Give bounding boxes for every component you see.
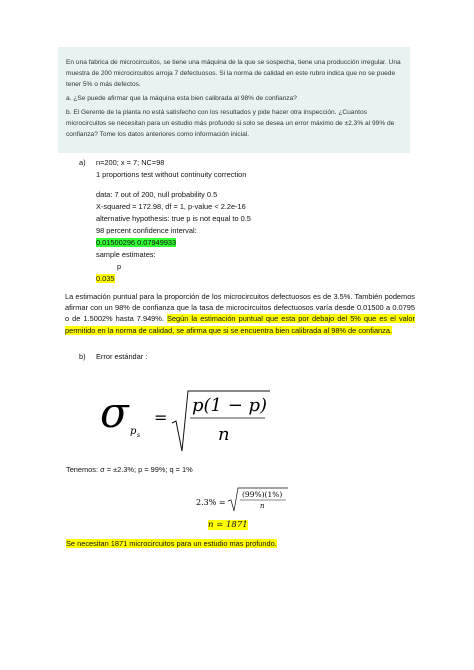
answer-a-line2: 1 proportions test without continuity correction — [96, 170, 247, 179]
formula-numerator: p(1 − p) — [192, 395, 268, 416]
sigma-subscript: p — [130, 426, 137, 437]
answer-a-line5: alternative hypothesis: true p is not equal to 0.5 — [96, 214, 251, 223]
sample-size-equation — [190, 485, 300, 525]
point-estimate-row — [96, 274, 115, 284]
formula-equals: = — [154, 408, 168, 427]
conclusion-text: La estimación puntual para la proporción de los microcircuitos defectuosos es de 3.5%. También podemos afirmar con un 98% de confianza que la tasa de microcircuitos defectuosos varía desde 0.01500 a 0.0795 o de 1.5002% hasta 7.949%. — [65, 292, 415, 324]
answer-a-line9: p — [117, 262, 122, 271]
equation-denominator: n — [260, 502, 265, 510]
answer-a-line3: data: 7 out of 200, null probability 0.5 — [96, 190, 218, 199]
sigma-subsubscript: s — [137, 432, 141, 439]
equation-lhs: 2.3% = — [196, 498, 226, 507]
equation-numerator: (99%)(1%) — [242, 490, 283, 499]
confidence-interval-value: 0.01500296 0.07949933 — [96, 238, 177, 247]
conclusion-highlight: Según la estimación puntual que esta por debajo del 5% que es el valor permitido en la norma de calidad, se afirma que si se encuentra bien calibrada al 98% de confianza. — [65, 314, 415, 335]
final-answer-row — [66, 539, 277, 548]
answer-a-line8: sample estimates: — [96, 250, 156, 259]
formula-denominator: n — [218, 424, 230, 445]
conclusion-paragraph — [65, 291, 415, 336]
standard-error-title: Error estándar : — [96, 352, 148, 361]
confidence-interval-row — [96, 238, 176, 248]
final-answer: Se necesitan 1871 microcircuitos para un estudio mas profundo. — [66, 539, 277, 548]
answer-a-label: a) — [79, 158, 86, 167]
problem-text-1: En una fabrica de microcircuitos, se tiene una máquina de la que se sospecha, tiene una producción irregular. Una muestra de 200 microcircuitos arroja 7 defectuosos. Si la norma de calidad en este rubro indica que no se puede tener 5% o más defectos. — [66, 59, 401, 88]
problem-statement-box — [58, 47, 410, 153]
given-values: Tenemos: σ = ±2.3%; p = 99%; q = 1% — [66, 465, 193, 474]
answer-a-line4: X-squared = 172.98, df = 1, p-value < 2.2e-16 — [96, 202, 246, 211]
standard-error-formula — [100, 385, 300, 455]
sample-size-result-row — [208, 520, 248, 530]
answer-a-line6: 98 percent confidence interval: — [96, 226, 197, 235]
sample-size-result: n = 1871 — [208, 520, 248, 530]
point-estimate-value: 0.035 — [96, 274, 115, 283]
sigma-symbol: σ — [100, 388, 129, 437]
answer-a-line1: n=200; x = 7; NC=98 — [96, 158, 165, 167]
problem-question-b: b. El Gerente de la planta no está satisfecho con los resultados y pide hacer otra inspección. ¿Cuantos microcircuitos se necesitan para un estudio más profundo si solo se desea un error máximo de ±2.3% al 99% de confianza? Tome los datos anteriores como información inicial. — [66, 109, 395, 138]
problem-question-a: a. ¿Se puede afirmar que la máquina esta bien calibrada al 98% de confianza? — [66, 95, 297, 102]
answer-b-label: b) — [79, 352, 86, 361]
